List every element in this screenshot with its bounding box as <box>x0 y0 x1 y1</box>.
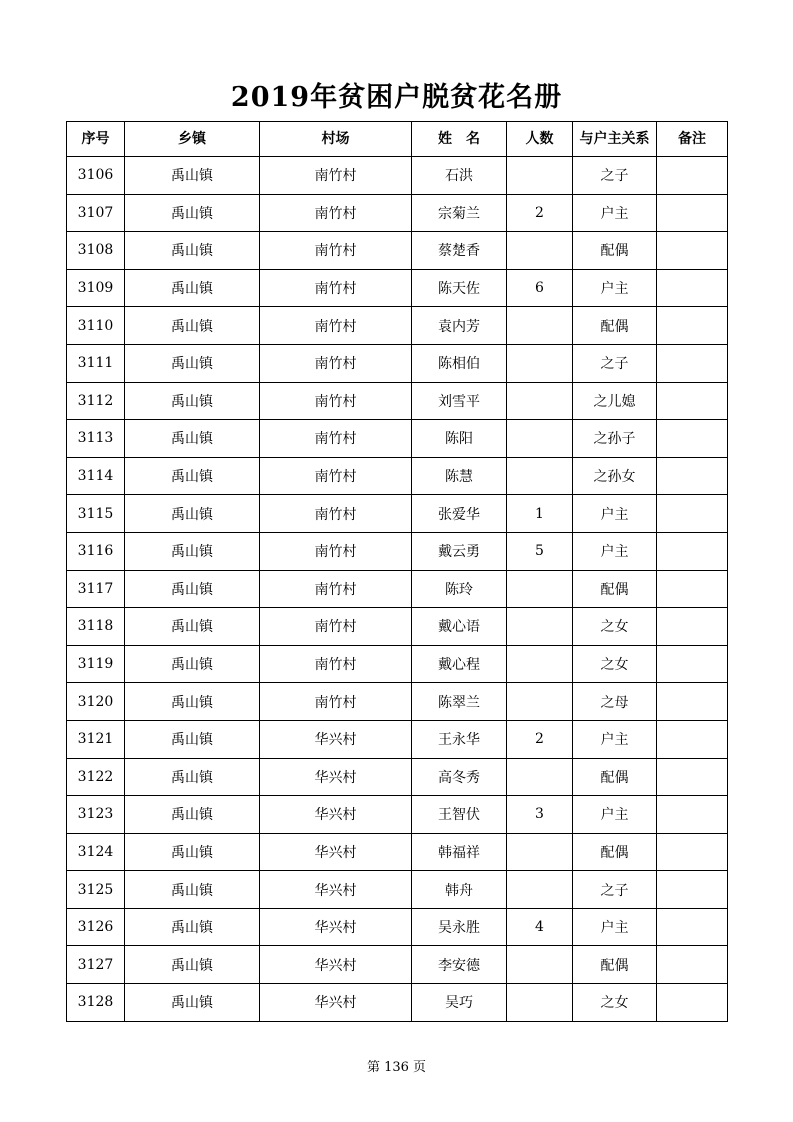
table-row <box>67 833 728 871</box>
cell-relation: 配偶 <box>573 946 657 984</box>
cell-name: 陈玲 <box>412 570 507 608</box>
cell-seq: 3108 <box>67 232 125 270</box>
cell-village: 南竹村 <box>260 457 412 495</box>
cell-village: 南竹村 <box>260 608 412 646</box>
table-row <box>67 608 728 646</box>
cell-name: 蔡楚香 <box>412 232 507 270</box>
cell-remark <box>657 532 728 570</box>
cell-relation: 户主 <box>573 532 657 570</box>
cell-seq: 3113 <box>67 420 125 458</box>
cell-count <box>507 984 573 1022</box>
cell-remark <box>657 194 728 232</box>
cell-name: 陈阳 <box>412 420 507 458</box>
cell-remark <box>657 157 728 195</box>
table-row <box>67 232 728 270</box>
cell-relation: 之孙子 <box>573 420 657 458</box>
cell-relation: 之母 <box>573 683 657 721</box>
header-count: 人数 <box>507 122 573 157</box>
cell-seq: 3126 <box>67 908 125 946</box>
cell-village: 南竹村 <box>260 194 412 232</box>
cell-count <box>507 457 573 495</box>
cell-count: 2 <box>507 720 573 758</box>
cell-name: 王永华 <box>412 720 507 758</box>
cell-relation: 户主 <box>573 796 657 834</box>
cell-remark <box>657 344 728 382</box>
cell-seq: 3112 <box>67 382 125 420</box>
cell-town: 禹山镇 <box>125 157 260 195</box>
table-row <box>67 720 728 758</box>
cell-village: 南竹村 <box>260 157 412 195</box>
cell-name: 陈慧 <box>412 457 507 495</box>
table-header-row <box>67 122 728 157</box>
cell-count <box>507 157 573 195</box>
table-row <box>67 796 728 834</box>
cell-village: 南竹村 <box>260 269 412 307</box>
cell-relation: 之儿媳 <box>573 382 657 420</box>
cell-relation: 配偶 <box>573 833 657 871</box>
cell-town: 禹山镇 <box>125 457 260 495</box>
cell-remark <box>657 946 728 984</box>
cell-town: 禹山镇 <box>125 532 260 570</box>
cell-seq: 3120 <box>67 683 125 721</box>
cell-town: 禹山镇 <box>125 984 260 1022</box>
cell-village: 华兴村 <box>260 908 412 946</box>
cell-count: 6 <box>507 269 573 307</box>
table-row <box>67 984 728 1022</box>
cell-count <box>507 382 573 420</box>
cell-count: 1 <box>507 495 573 533</box>
cell-name: 王智伏 <box>412 796 507 834</box>
cell-town: 禹山镇 <box>125 871 260 909</box>
cell-count: 3 <box>507 796 573 834</box>
cell-seq: 3111 <box>67 344 125 382</box>
table-row <box>67 382 728 420</box>
cell-name: 陈相伯 <box>412 344 507 382</box>
cell-seq: 3127 <box>67 946 125 984</box>
cell-count: 4 <box>507 908 573 946</box>
cell-count <box>507 344 573 382</box>
poverty-roster-table <box>66 121 728 1022</box>
cell-seq: 3121 <box>67 720 125 758</box>
cell-relation: 户主 <box>573 495 657 533</box>
cell-name: 刘雪平 <box>412 382 507 420</box>
cell-village: 华兴村 <box>260 758 412 796</box>
cell-seq: 3123 <box>67 796 125 834</box>
cell-town: 禹山镇 <box>125 946 260 984</box>
cell-seq: 3125 <box>67 871 125 909</box>
cell-town: 禹山镇 <box>125 796 260 834</box>
cell-seq: 3124 <box>67 833 125 871</box>
cell-name: 袁内芳 <box>412 307 507 345</box>
cell-seq: 3116 <box>67 532 125 570</box>
cell-relation: 户主 <box>573 269 657 307</box>
table-row <box>67 269 728 307</box>
cell-seq: 3119 <box>67 645 125 683</box>
header-seq: 序号 <box>67 122 125 157</box>
table-row <box>67 307 728 345</box>
cell-name: 戴心程 <box>412 645 507 683</box>
cell-town: 禹山镇 <box>125 232 260 270</box>
cell-town: 禹山镇 <box>125 720 260 758</box>
table-row <box>67 532 728 570</box>
cell-count <box>507 833 573 871</box>
cell-seq: 3122 <box>67 758 125 796</box>
cell-relation: 户主 <box>573 720 657 758</box>
cell-count: 2 <box>507 194 573 232</box>
cell-remark <box>657 796 728 834</box>
table-row <box>67 683 728 721</box>
cell-count <box>507 645 573 683</box>
cell-seq: 3115 <box>67 495 125 533</box>
cell-town: 禹山镇 <box>125 645 260 683</box>
cell-remark <box>657 608 728 646</box>
cell-village: 华兴村 <box>260 984 412 1022</box>
cell-relation: 户主 <box>573 908 657 946</box>
table-row <box>67 645 728 683</box>
cell-village: 华兴村 <box>260 946 412 984</box>
cell-seq: 3118 <box>67 608 125 646</box>
cell-relation: 之女 <box>573 608 657 646</box>
table-row <box>67 758 728 796</box>
cell-name: 石洪 <box>412 157 507 195</box>
cell-name: 吴永胜 <box>412 908 507 946</box>
cell-seq: 3106 <box>67 157 125 195</box>
cell-remark <box>657 382 728 420</box>
cell-relation: 之孙女 <box>573 457 657 495</box>
cell-relation: 之子 <box>573 344 657 382</box>
table-row <box>67 194 728 232</box>
cell-village: 南竹村 <box>260 495 412 533</box>
cell-name: 吴巧 <box>412 984 507 1022</box>
cell-remark <box>657 683 728 721</box>
table-row <box>67 344 728 382</box>
table-row <box>67 457 728 495</box>
cell-seq: 3128 <box>67 984 125 1022</box>
cell-remark <box>657 420 728 458</box>
cell-remark <box>657 908 728 946</box>
cell-village: 南竹村 <box>260 532 412 570</box>
cell-name: 高冬秀 <box>412 758 507 796</box>
cell-remark <box>657 307 728 345</box>
cell-count <box>507 420 573 458</box>
cell-village: 华兴村 <box>260 796 412 834</box>
cell-village: 南竹村 <box>260 570 412 608</box>
cell-count <box>507 758 573 796</box>
cell-town: 禹山镇 <box>125 758 260 796</box>
cell-remark <box>657 871 728 909</box>
cell-village: 南竹村 <box>260 420 412 458</box>
cell-village: 南竹村 <box>260 382 412 420</box>
cell-village: 华兴村 <box>260 871 412 909</box>
cell-remark <box>657 645 728 683</box>
document-title: 2019年贫困户脱贫花名册 <box>230 82 563 113</box>
cell-remark <box>657 232 728 270</box>
cell-relation: 配偶 <box>573 570 657 608</box>
cell-name: 戴云勇 <box>412 532 507 570</box>
cell-seq: 3107 <box>67 194 125 232</box>
cell-name: 陈天佐 <box>412 269 507 307</box>
cell-remark <box>657 495 728 533</box>
cell-remark <box>657 570 728 608</box>
cell-count <box>507 871 573 909</box>
cell-count <box>507 683 573 721</box>
header-remark: 备注 <box>657 122 728 157</box>
cell-count <box>507 307 573 345</box>
cell-relation: 之女 <box>573 645 657 683</box>
header-relation: 与户主关系 <box>573 122 657 157</box>
cell-seq: 3114 <box>67 457 125 495</box>
cell-name: 陈翠兰 <box>412 683 507 721</box>
cell-village: 南竹村 <box>260 344 412 382</box>
table-row <box>67 570 728 608</box>
cell-count: 5 <box>507 532 573 570</box>
cell-town: 禹山镇 <box>125 608 260 646</box>
cell-town: 禹山镇 <box>125 344 260 382</box>
cell-town: 禹山镇 <box>125 194 260 232</box>
cell-relation: 之女 <box>573 984 657 1022</box>
table-row <box>67 495 728 533</box>
table-body <box>67 157 728 1022</box>
table-row <box>67 908 728 946</box>
cell-town: 禹山镇 <box>125 683 260 721</box>
cell-town: 禹山镇 <box>125 908 260 946</box>
cell-town: 禹山镇 <box>125 420 260 458</box>
cell-name: 韩舟 <box>412 871 507 909</box>
table-row <box>67 420 728 458</box>
cell-count <box>507 232 573 270</box>
cell-village: 南竹村 <box>260 683 412 721</box>
cell-remark <box>657 457 728 495</box>
cell-village: 华兴村 <box>260 720 412 758</box>
page-number: 第 136 页 <box>366 1060 427 1075</box>
cell-relation: 配偶 <box>573 232 657 270</box>
cell-town: 禹山镇 <box>125 269 260 307</box>
cell-village: 南竹村 <box>260 232 412 270</box>
cell-relation: 配偶 <box>573 307 657 345</box>
cell-name: 宗菊兰 <box>412 194 507 232</box>
cell-count <box>507 608 573 646</box>
table-row <box>67 946 728 984</box>
cell-town: 禹山镇 <box>125 495 260 533</box>
cell-remark <box>657 720 728 758</box>
cell-village: 南竹村 <box>260 645 412 683</box>
header-name: 姓 名 <box>412 122 507 157</box>
cell-relation: 之子 <box>573 871 657 909</box>
cell-seq: 3110 <box>67 307 125 345</box>
cell-town: 禹山镇 <box>125 307 260 345</box>
cell-town: 禹山镇 <box>125 570 260 608</box>
cell-town: 禹山镇 <box>125 382 260 420</box>
cell-name: 戴心语 <box>412 608 507 646</box>
cell-count <box>507 946 573 984</box>
cell-relation: 户主 <box>573 194 657 232</box>
cell-remark <box>657 984 728 1022</box>
cell-seq: 3109 <box>67 269 125 307</box>
cell-relation: 之子 <box>573 157 657 195</box>
header-village: 村场 <box>260 122 412 157</box>
cell-name: 韩福祥 <box>412 833 507 871</box>
cell-remark <box>657 269 728 307</box>
cell-remark <box>657 833 728 871</box>
cell-remark <box>657 758 728 796</box>
cell-relation: 配偶 <box>573 758 657 796</box>
cell-name: 张爱华 <box>412 495 507 533</box>
cell-name: 李安德 <box>412 946 507 984</box>
header-town: 乡镇 <box>125 122 260 157</box>
cell-village: 南竹村 <box>260 307 412 345</box>
cell-town: 禹山镇 <box>125 833 260 871</box>
table-row <box>67 157 728 195</box>
cell-seq: 3117 <box>67 570 125 608</box>
cell-count <box>507 570 573 608</box>
table-row <box>67 871 728 909</box>
cell-village: 华兴村 <box>260 833 412 871</box>
